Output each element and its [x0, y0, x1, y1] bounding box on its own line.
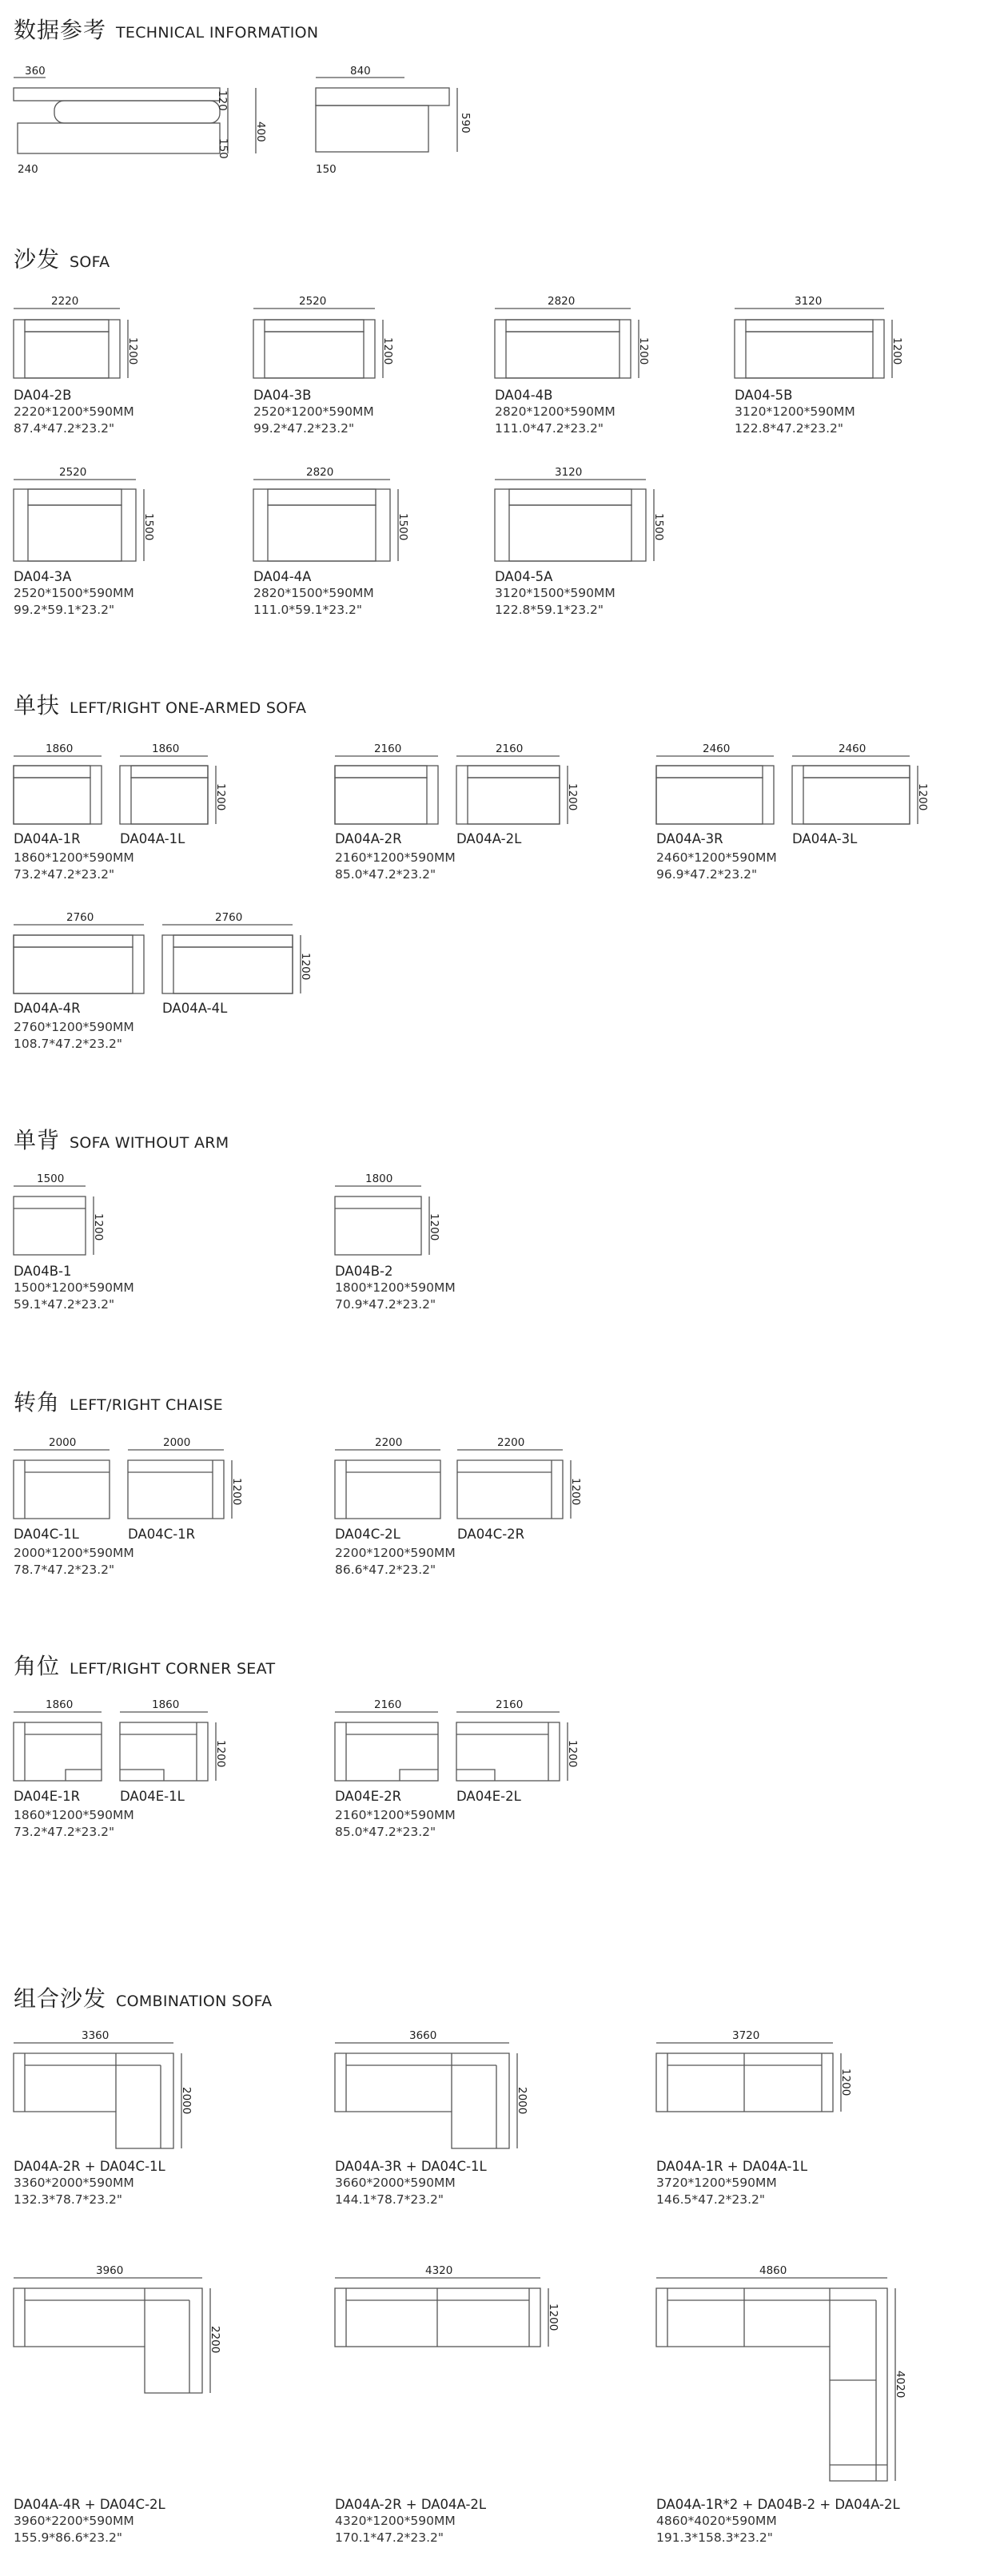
product-size-mm: 3360*2000*590MM	[14, 2176, 134, 2190]
noarm-drawing	[335, 1186, 429, 1255]
product-size-inch: 99.2*47.2*23.2"	[253, 421, 355, 436]
product-size-inch: 122.8*47.2*23.2"	[735, 421, 844, 436]
product-size-mm: 2520*1500*590MM	[14, 586, 134, 600]
product-code-left: DA04E-2L	[456, 1789, 521, 1804]
product-size-inch: 59.1*47.2*23.2"	[14, 1297, 115, 1312]
depth-label: 1200	[547, 2303, 560, 2331]
product-size-mm: 2820*1500*590MM	[253, 586, 374, 600]
product-code-left: DA04C-1L	[14, 1527, 79, 1542]
product-size-inch: 111.0*59.1*23.2"	[253, 603, 363, 617]
depth-label: 1200	[637, 337, 650, 365]
product-size-inch: 191.3*158.3*23.2"	[656, 2530, 773, 2545]
depth-label: 4020	[894, 2371, 906, 2399]
product-code-right: DA04A-3R	[656, 831, 723, 846]
depth-label: 1200	[566, 1740, 579, 1768]
width-label: 2160	[496, 743, 524, 755]
product-size-mm: 1860*1200*590MM	[14, 1808, 134, 1822]
width-label: 2820	[306, 466, 334, 479]
product-size-mm: 3720*1200*590MM	[656, 2176, 777, 2190]
width-label: 3360	[82, 2029, 110, 2042]
product-code-right: DA04E-2R	[335, 1789, 402, 1804]
product-code: DA04B-1	[14, 1264, 72, 1279]
tech-front-offset: 150	[316, 163, 337, 176]
product-size-inch: 96.9*47.2*23.2"	[656, 867, 758, 882]
sofa-drawing	[14, 480, 144, 561]
product-code: DA04B-2	[335, 1264, 393, 1279]
product-size-inch: 155.9*86.6*23.2"	[14, 2530, 123, 2545]
product-size-inch: 146.5*47.2*23.2"	[656, 2192, 766, 2207]
depth-label: 2000	[180, 2087, 193, 2115]
product-size-inch: 86.6*47.2*23.2"	[335, 1563, 436, 1577]
width-label: 1860	[152, 1698, 180, 1711]
product-code: DA04-4A	[253, 569, 312, 584]
depth-label: 2200	[209, 2326, 221, 2354]
product-code-left: DA04A-2L	[456, 831, 522, 846]
product-size-mm: 3120*1500*590MM	[495, 586, 616, 600]
width-label: 2760	[66, 911, 94, 924]
depth-label: 1500	[396, 513, 409, 541]
product-code-right: DA04A-2R	[335, 831, 402, 846]
width-label: 3120	[795, 295, 823, 308]
product-code: DA04-5A	[495, 569, 553, 584]
sofa-drawing	[253, 480, 398, 561]
product-code-left: DA04E-1L	[120, 1789, 185, 1804]
product-code: DA04A-1R + DA04A-1L	[656, 2159, 808, 2174]
combo-drawing	[335, 2043, 517, 2148]
depth-label: 2000	[516, 2087, 528, 2115]
product-size-mm: 2200*1200*590MM	[335, 1546, 456, 1560]
product-size-inch: 122.8*59.1*23.2"	[495, 603, 604, 617]
product-size-mm: 1800*1200*590MM	[335, 1280, 456, 1295]
sofa-drawing	[735, 309, 892, 378]
product-size-mm: 3960*2200*590MM	[14, 2514, 134, 2528]
product-size-mm: 1500*1200*590MM	[14, 1280, 134, 1295]
depth-label: 1500	[652, 513, 665, 541]
product-size-mm: 2160*1200*590MM	[335, 850, 456, 865]
depth-label: 1200	[230, 1478, 243, 1506]
product-size-mm: 4320*1200*590MM	[335, 2514, 456, 2528]
product-size-inch: 144.1*78.7*23.2"	[335, 2192, 444, 2207]
product-size-inch: 85.0*47.2*23.2"	[335, 867, 436, 882]
product-code: DA04A-4R + DA04C-2L	[14, 2497, 165, 2512]
depth-label: 1200	[569, 1478, 582, 1506]
tech-front-width: 840	[350, 65, 371, 78]
sofa-drawing	[253, 309, 383, 378]
corner-drawing	[14, 1712, 216, 1781]
combo-drawing	[335, 2278, 548, 2347]
product-code: DA04A-2R + DA04C-1L	[14, 2159, 165, 2174]
depth-label: 1200	[92, 1213, 105, 1241]
width-label: 1500	[37, 1173, 65, 1185]
width-label: 4320	[425, 2264, 453, 2277]
width-label: 2520	[299, 295, 327, 308]
section-title-onearm: 单扶 LEFT/RIGHT ONE-ARMED SOFA	[14, 692, 307, 719]
product-code-left: DA04A-1L	[120, 831, 185, 846]
section-title-corner: 角位 LEFT/RIGHT CORNER SEAT	[14, 1653, 276, 1679]
width-label: 3720	[732, 2029, 760, 2042]
product-size-inch: 70.9*47.2*23.2"	[335, 1297, 436, 1312]
sofa-drawing	[495, 309, 639, 378]
depth-label: 1200	[299, 953, 312, 981]
onearm-drawing	[656, 756, 918, 824]
sofa-drawing	[495, 480, 654, 561]
width-label: 3960	[96, 2264, 124, 2277]
tech-front-height: 590	[459, 113, 472, 133]
depth-label: 1200	[381, 337, 394, 365]
product-code: DA04A-3R + DA04C-1L	[335, 2159, 487, 2174]
product-size-mm: 3120*1200*590MM	[735, 404, 855, 419]
product-size-inch: 87.4*47.2*23.2"	[14, 421, 115, 436]
product-code: DA04-3B	[253, 388, 312, 403]
section-title-chaise: 转角 LEFT/RIGHT CHAISE	[14, 1389, 223, 1415]
width-label: 2460	[839, 743, 867, 755]
product-size-inch: 85.0*47.2*23.2"	[335, 1825, 436, 1839]
depth-label: 1200	[566, 783, 579, 811]
width-label: 2000	[163, 1436, 191, 1449]
depth-label: 1200	[839, 2068, 852, 2096]
width-label: 2160	[496, 1698, 524, 1711]
width-label: 2200	[497, 1436, 525, 1449]
width-label: 3120	[555, 466, 583, 479]
product-size-inch: 78.7*47.2*23.2"	[14, 1563, 115, 1577]
width-label: 2220	[51, 295, 79, 308]
section-title-tech: 数据参考 TECHNICAL INFORMATION	[14, 17, 319, 43]
product-size-mm: 3660*2000*590MM	[335, 2176, 456, 2190]
width-label: 2160	[374, 1698, 402, 1711]
width-label: 2520	[59, 466, 87, 479]
product-code-right: DA04A-1R	[14, 831, 81, 846]
product-size-inch: 99.2*59.1*23.2"	[14, 603, 115, 617]
width-label: 2760	[215, 911, 243, 924]
product-size-mm: 2460*1200*590MM	[656, 850, 777, 865]
product-code-right: DA04A-4R	[14, 1001, 81, 1016]
product-size-inch: 73.2*47.2*23.2"	[14, 1825, 115, 1839]
product-code-left: DA04A-3L	[792, 831, 858, 846]
product-code: DA04A-1R*2 + DA04B-2 + DA04A-2L	[656, 2497, 900, 2512]
tech-side-offset: 240	[18, 163, 38, 176]
depth-label: 1200	[890, 337, 903, 365]
depth-label: 1200	[126, 337, 139, 365]
tech-side-width: 360	[25, 65, 46, 78]
width-label: 1800	[365, 1173, 393, 1185]
product-size-mm: 2520*1200*590MM	[253, 404, 374, 419]
product-code-right: DA04C-2R	[457, 1527, 525, 1542]
combo-drawing	[656, 2278, 895, 2481]
width-label: 2000	[49, 1436, 77, 1449]
section-title-combo: 组合沙发 COMBINATION SOFA	[14, 1985, 273, 2012]
product-code-right: DA04C-1R	[128, 1527, 196, 1542]
width-label: 2160	[374, 743, 402, 755]
product-code: DA04-3A	[14, 569, 72, 584]
depth-label: 1200	[428, 1213, 440, 1241]
product-size-inch: 111.0*47.2*23.2"	[495, 421, 604, 436]
product-size-mm: 2220*1200*590MM	[14, 404, 134, 419]
noarm-drawing	[14, 1186, 94, 1255]
tech-side-total-height: 400	[254, 121, 267, 142]
width-label: 1860	[152, 743, 180, 755]
depth-label: 1500	[142, 513, 155, 541]
product-code: DA04-2B	[14, 388, 72, 403]
width-label: 1860	[46, 1698, 74, 1711]
width-label: 2820	[548, 295, 576, 308]
width-label: 4860	[759, 2264, 787, 2277]
product-code-right: DA04E-1R	[14, 1789, 81, 1804]
combo-drawing	[656, 2043, 841, 2112]
product-code: DA04-4B	[495, 388, 553, 403]
tech-side-seat-height: 120	[216, 90, 229, 111]
combo-drawing	[14, 2278, 210, 2393]
product-size-mm: 4860*4020*590MM	[656, 2514, 777, 2528]
section-title-sofa: 沙发 SOFA	[14, 246, 110, 273]
product-size-inch: 73.2*47.2*23.2"	[14, 867, 115, 882]
product-size-inch: 108.7*47.2*23.2"	[14, 1037, 123, 1051]
width-label: 1860	[46, 743, 74, 755]
chaise-drawing	[335, 1450, 571, 1519]
product-size-mm: 2000*1200*590MM	[14, 1546, 134, 1560]
product-code: DA04-5B	[735, 388, 793, 403]
product-size-mm: 1860*1200*590MM	[14, 850, 134, 865]
product-code-left: DA04A-4L	[162, 1001, 228, 1016]
width-label: 2200	[375, 1436, 403, 1449]
product-size-inch: 132.3*78.7*23.2"	[14, 2192, 123, 2207]
width-label: 3660	[409, 2029, 437, 2042]
depth-label: 1200	[916, 783, 929, 811]
depth-label: 1200	[214, 783, 227, 811]
product-size-mm: 2160*1200*590MM	[335, 1808, 456, 1822]
onearm-drawing	[14, 756, 216, 824]
sofa-drawing	[14, 309, 128, 378]
depth-label: 1200	[214, 1740, 227, 1768]
onearm-drawing	[14, 925, 301, 993]
product-size-mm: 2760*1200*590MM	[14, 1020, 134, 1034]
width-label: 2460	[703, 743, 731, 755]
corner-drawing	[335, 1712, 568, 1781]
chaise-drawing	[14, 1450, 232, 1519]
product-code: DA04A-2R + DA04A-2L	[335, 2497, 487, 2512]
onearm-drawing	[335, 756, 568, 824]
product-size-mm: 2820*1200*590MM	[495, 404, 616, 419]
section-title-noarm: 单背 SOFA WITHOUT ARM	[14, 1127, 229, 1153]
combo-drawing	[14, 2043, 181, 2148]
product-size-inch: 170.1*47.2*23.2"	[335, 2530, 444, 2545]
product-code-left: DA04C-2L	[335, 1527, 400, 1542]
tech-side-base-height: 150	[217, 138, 229, 159]
